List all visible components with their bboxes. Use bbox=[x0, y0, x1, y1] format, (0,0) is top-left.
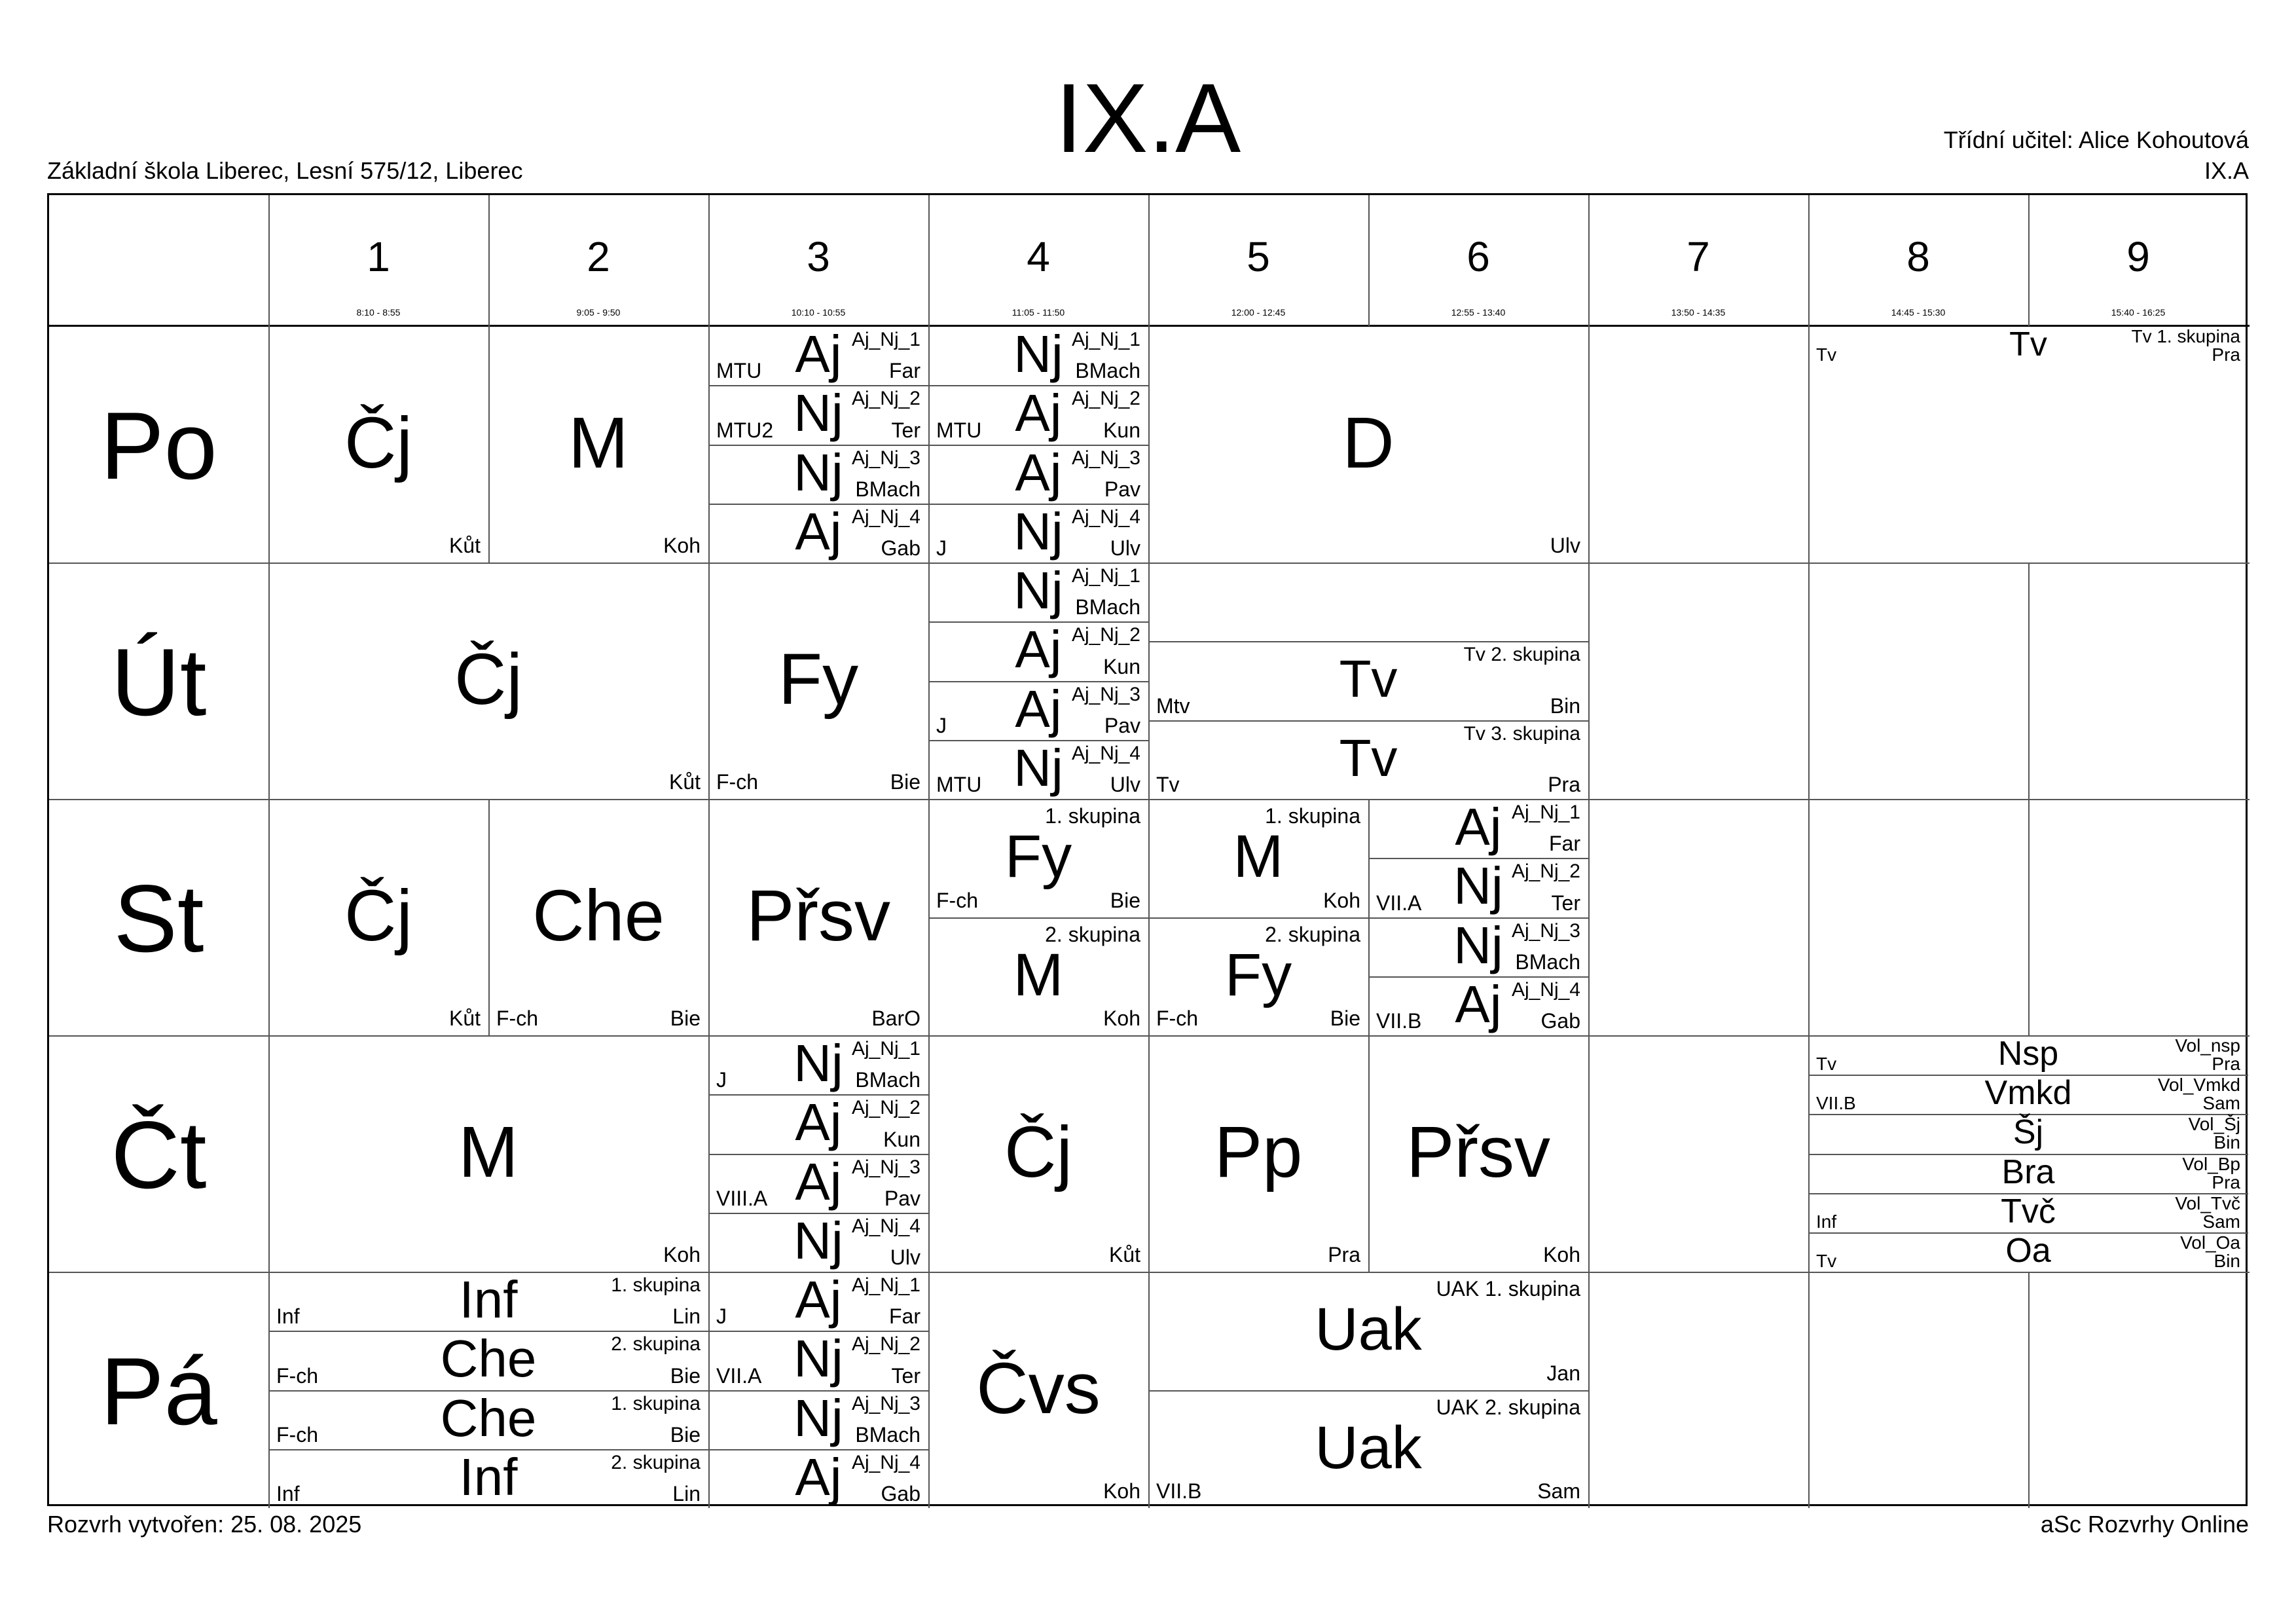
lesson-subject: Nj bbox=[1453, 915, 1503, 974]
lesson-card[interactable] bbox=[708, 1390, 928, 1449]
lesson-teacher: Ulv bbox=[1110, 536, 1140, 560]
lesson-teacher: Far bbox=[1549, 832, 1580, 856]
lesson-subject: Aj bbox=[795, 1270, 842, 1329]
period-number: 2 bbox=[587, 233, 610, 280]
lesson-subject: Uak bbox=[1315, 1414, 1422, 1481]
lesson-teacher: Bie bbox=[670, 1363, 701, 1388]
lesson-card[interactable] bbox=[928, 563, 1148, 621]
lesson-teacher: Ter bbox=[891, 1363, 920, 1388]
lesson-room: F-ch bbox=[936, 888, 978, 912]
lesson-teacher: Ulv bbox=[890, 1246, 920, 1269]
lesson-group: Aj_Nj_1 bbox=[851, 1274, 920, 1296]
lesson-subject: Čj bbox=[1004, 1111, 1072, 1192]
lesson-group: Aj_Nj_1 bbox=[1071, 329, 1140, 350]
lesson-card[interactable] bbox=[928, 504, 1148, 563]
column-divider bbox=[1588, 563, 1590, 799]
lesson-teacher: Pra bbox=[2212, 344, 2240, 365]
lesson-subject: Nj bbox=[793, 1388, 843, 1447]
lesson-teacher: Pra bbox=[1548, 772, 1580, 796]
lesson-card[interactable] bbox=[268, 1390, 708, 1449]
lesson-group: Vol_Oa bbox=[2180, 1232, 2240, 1253]
lesson-subject: Aj bbox=[1015, 443, 1062, 502]
lesson-subject: M bbox=[458, 1111, 519, 1192]
lesson-room: VII.A bbox=[1376, 891, 1422, 915]
lesson-teacher: Bie bbox=[890, 770, 920, 794]
lesson-subject: Aj bbox=[795, 1152, 842, 1211]
lesson-card[interactable] bbox=[1148, 1035, 1368, 1272]
timetable-grid bbox=[47, 193, 2248, 1506]
period-number: 7 bbox=[1686, 233, 1710, 280]
column-divider bbox=[1588, 1272, 1590, 1508]
period-time: 11:05 - 11:50 bbox=[1011, 307, 1065, 318]
lesson-teacher: Pav bbox=[1104, 477, 1140, 501]
lesson-subject: Nj bbox=[1013, 325, 1063, 384]
lesson-subject: Aj bbox=[795, 1093, 842, 1152]
period-time: 15:40 - 16:25 bbox=[2111, 307, 2166, 318]
lesson-teacher: BMach bbox=[855, 1422, 920, 1447]
lesson-group: Aj_Nj_4 bbox=[1071, 742, 1140, 764]
lesson-teacher: Lin bbox=[672, 1304, 701, 1329]
lesson-group: Aj_Nj_3 bbox=[1511, 919, 1580, 942]
period-number: 8 bbox=[1906, 233, 1930, 280]
lesson-teacher: Bie bbox=[670, 1422, 701, 1447]
lesson-group: Vol_Šj bbox=[2188, 1114, 2240, 1135]
class-title: IX.A bbox=[1055, 63, 1241, 173]
lesson-room: Tv bbox=[1816, 1054, 1837, 1075]
lesson-group: 1. skupina bbox=[1265, 804, 1360, 828]
lesson-card[interactable] bbox=[268, 1035, 708, 1272]
lesson-card[interactable] bbox=[928, 621, 1148, 680]
lesson-group: Aj_Nj_2 bbox=[851, 388, 920, 410]
day-label: Čt bbox=[111, 1101, 207, 1208]
lesson-card[interactable] bbox=[268, 799, 488, 1035]
lesson-group: Aj_Nj_4 bbox=[1511, 978, 1580, 1001]
lesson-subject: Uak bbox=[1315, 1296, 1422, 1363]
lesson-card[interactable] bbox=[708, 385, 928, 444]
lesson-teacher: BMach bbox=[1515, 950, 1580, 974]
lesson-teacher: BarO bbox=[871, 1006, 920, 1030]
class-name: IX.A bbox=[2204, 157, 2249, 184]
lesson-card[interactable] bbox=[1808, 1193, 2248, 1232]
lesson-teacher: BMach bbox=[1075, 595, 1140, 619]
lesson-group: Tv 1. skupina bbox=[2131, 326, 2240, 346]
lesson-teacher: Kun bbox=[1103, 654, 1140, 678]
lesson-group: Aj_Nj_2 bbox=[851, 1333, 920, 1356]
lesson-subject: Aj bbox=[795, 325, 842, 384]
column-divider bbox=[1148, 195, 1150, 326]
column-divider bbox=[1588, 799, 1590, 1035]
lesson-room: Inf bbox=[276, 1482, 300, 1505]
lesson-teacher: Ulv bbox=[1550, 534, 1580, 557]
lesson-teacher: Koh bbox=[1103, 1006, 1140, 1030]
period-time: 12:00 - 12:45 bbox=[1231, 307, 1286, 318]
lesson-subject: Nj bbox=[793, 1211, 843, 1270]
lesson-teacher: Bin bbox=[2214, 1250, 2240, 1271]
lesson-subject: Aj bbox=[1015, 679, 1062, 738]
lesson-subject: Vmkd bbox=[1984, 1074, 2072, 1113]
lesson-teacher: Gab bbox=[881, 1482, 920, 1505]
lesson-subject: Čj bbox=[344, 875, 412, 956]
lesson-group: Aj_Nj_2 bbox=[851, 1097, 920, 1119]
lesson-teacher: Bie bbox=[1110, 888, 1140, 912]
lesson-card[interactable] bbox=[708, 326, 928, 385]
lesson-subject: Tv bbox=[1339, 650, 1398, 709]
lesson-card[interactable] bbox=[268, 1272, 708, 1331]
lesson-room: Tv bbox=[1156, 772, 1180, 796]
lesson-subject: Oa bbox=[2005, 1231, 2051, 1270]
lesson-card[interactable] bbox=[708, 445, 928, 504]
lesson-subject: Fy bbox=[1224, 941, 1292, 1008]
lesson-room: F-ch bbox=[716, 770, 758, 794]
lesson-room: Tv bbox=[1816, 344, 1837, 365]
lesson-group: Aj_Nj_4 bbox=[851, 506, 920, 528]
period-number: 6 bbox=[1467, 233, 1490, 280]
lesson-subject: Nj bbox=[793, 1329, 843, 1388]
day-label: St bbox=[113, 865, 204, 972]
lesson-room: VII.B bbox=[1156, 1479, 1202, 1503]
column-divider bbox=[488, 195, 490, 326]
lesson-room: J bbox=[936, 536, 947, 560]
lesson-room: J bbox=[716, 1304, 727, 1329]
lesson-teacher: Kun bbox=[883, 1127, 920, 1151]
lesson-teacher: BMach bbox=[855, 1068, 920, 1092]
lesson-subject: Che bbox=[532, 875, 665, 956]
lesson-card[interactable] bbox=[928, 445, 1148, 504]
lesson-subject: M bbox=[568, 402, 629, 483]
lesson-card[interactable] bbox=[488, 799, 708, 1035]
lesson-group: Aj_Nj_2 bbox=[1511, 860, 1580, 883]
lesson-subject: Che bbox=[440, 1388, 537, 1447]
lesson-teacher: Ter bbox=[1551, 891, 1580, 915]
period-time: 12:55 - 13:40 bbox=[1451, 307, 1506, 318]
lesson-subject: Nj bbox=[1013, 502, 1063, 561]
lesson-card[interactable] bbox=[928, 326, 1148, 385]
lesson-room: MTU bbox=[716, 359, 762, 383]
lesson-teacher: BMach bbox=[855, 477, 920, 501]
lesson-card[interactable] bbox=[708, 563, 928, 799]
lesson-subject: Aj bbox=[1015, 384, 1062, 443]
lesson-card[interactable] bbox=[1808, 1232, 2248, 1272]
lesson-card[interactable] bbox=[708, 1449, 928, 1508]
lesson-teacher: Koh bbox=[663, 1243, 701, 1266]
lesson-subject: Tv bbox=[2009, 325, 2047, 364]
lesson-card[interactable] bbox=[1368, 1035, 1588, 1272]
lesson-teacher: Pra bbox=[2212, 1054, 2240, 1075]
lesson-card[interactable] bbox=[1808, 1075, 2248, 1114]
lesson-subject: Inf bbox=[459, 1447, 518, 1506]
period-number: 9 bbox=[2126, 233, 2150, 280]
lesson-group: Aj_Nj_4 bbox=[1071, 506, 1140, 528]
lesson-teacher: Sam bbox=[2202, 1093, 2240, 1114]
lesson-subject: Nj bbox=[793, 384, 843, 443]
lesson-room: MTU bbox=[936, 418, 982, 442]
lesson-card[interactable] bbox=[1808, 1114, 2248, 1153]
lesson-room: J bbox=[716, 1068, 727, 1092]
school-name: Základní škola Liberec, Lesní 575/12, Liberec bbox=[47, 157, 523, 184]
lesson-subject: Nj bbox=[1013, 738, 1063, 797]
lesson-group: 1. skupina bbox=[1045, 804, 1140, 828]
lesson-card[interactable] bbox=[928, 740, 1148, 799]
column-divider bbox=[1588, 1035, 1590, 1272]
column-divider bbox=[928, 195, 930, 326]
lesson-subject: D bbox=[1342, 402, 1394, 483]
lesson-subject: Přsv bbox=[746, 875, 890, 956]
lesson-card[interactable] bbox=[268, 1449, 708, 1508]
lesson-room: Inf bbox=[276, 1304, 300, 1329]
lesson-subject: Čvs bbox=[976, 1348, 1101, 1429]
column-divider bbox=[2028, 799, 2030, 1035]
lesson-teacher: Kůt bbox=[668, 770, 701, 794]
lesson-card[interactable] bbox=[708, 1213, 928, 1272]
period-time: 13:50 - 14:35 bbox=[1671, 307, 1726, 318]
lesson-card[interactable] bbox=[1148, 326, 1588, 563]
column-divider bbox=[1588, 326, 1590, 563]
lesson-teacher: Kůt bbox=[448, 534, 481, 557]
lesson-teacher: Koh bbox=[1103, 1479, 1140, 1503]
lesson-subject: Čj bbox=[454, 638, 522, 720]
period-number: 4 bbox=[1027, 233, 1050, 280]
lesson-subject: Fy bbox=[1004, 823, 1072, 891]
lesson-subject: M bbox=[1233, 823, 1284, 891]
lesson-room: Inf bbox=[1816, 1211, 1837, 1232]
lesson-subject: Nsp bbox=[1997, 1035, 2059, 1073]
period-number: 5 bbox=[1247, 233, 1270, 280]
lesson-teacher: Jan bbox=[1546, 1361, 1580, 1385]
lesson-subject: Pp bbox=[1214, 1111, 1303, 1192]
lesson-card[interactable] bbox=[268, 326, 488, 563]
lesson-subject: Aj bbox=[1015, 620, 1062, 679]
lesson-group: Aj_Nj_1 bbox=[1071, 565, 1140, 587]
lesson-subject: Aj bbox=[795, 502, 842, 561]
lesson-card[interactable] bbox=[928, 385, 1148, 444]
lesson-group: Aj_Nj_1 bbox=[851, 1038, 920, 1060]
lesson-teacher: Bie bbox=[670, 1006, 701, 1030]
lesson-subject: Nj bbox=[1453, 857, 1503, 915]
brand-label: aSc Rozvrhy Online bbox=[2040, 1511, 2249, 1538]
period-time: 9:05 - 9:50 bbox=[576, 307, 621, 318]
lesson-teacher: Koh bbox=[1323, 888, 1360, 912]
lesson-subject: M bbox=[1013, 941, 1064, 1008]
lesson-card[interactable] bbox=[928, 1035, 1148, 1272]
lesson-subject: Che bbox=[440, 1329, 537, 1388]
lesson-group: Tv 2. skupina bbox=[1463, 644, 1580, 666]
lesson-teacher: Sam bbox=[1537, 1479, 1580, 1503]
lesson-card[interactable] bbox=[268, 1331, 708, 1390]
lesson-teacher: Gab bbox=[1540, 1009, 1580, 1033]
day-label: Pá bbox=[100, 1338, 217, 1445]
lesson-teacher: Lin bbox=[672, 1482, 701, 1505]
lesson-teacher: Bie bbox=[1330, 1006, 1360, 1030]
lesson-teacher: BMach bbox=[1075, 359, 1140, 383]
lesson-group: 1. skupina bbox=[611, 1392, 701, 1414]
lesson-subject: Fy bbox=[778, 638, 859, 720]
lesson-subject: Tv bbox=[1339, 728, 1398, 787]
lesson-teacher: Ter bbox=[891, 418, 920, 442]
lesson-group: 2. skupina bbox=[1045, 922, 1140, 946]
lesson-group: Aj_Nj_3 bbox=[1071, 447, 1140, 469]
lesson-group: UAK 2. skupina bbox=[1436, 1395, 1580, 1419]
lesson-card[interactable] bbox=[708, 1035, 928, 1094]
lesson-subject: Tvč bbox=[2001, 1192, 2056, 1230]
lesson-group: Aj_Nj_3 bbox=[851, 1392, 920, 1414]
lesson-teacher: Bin bbox=[2214, 1132, 2240, 1153]
lesson-teacher: Far bbox=[889, 359, 920, 383]
lesson-group: Aj_Nj_3 bbox=[851, 447, 920, 469]
period-number: 3 bbox=[807, 233, 830, 280]
lesson-group: Aj_Nj_4 bbox=[851, 1215, 920, 1237]
lesson-subject: Inf bbox=[459, 1270, 518, 1329]
lesson-subject: Aj bbox=[1455, 974, 1502, 1033]
column-divider bbox=[1368, 195, 1370, 326]
lesson-group: Aj_Nj_1 bbox=[851, 329, 920, 350]
lesson-subject: Šj bbox=[2013, 1113, 2044, 1152]
column-divider bbox=[1808, 799, 1810, 1035]
lesson-room: VII.B bbox=[1816, 1093, 1856, 1114]
lesson-card[interactable] bbox=[708, 1154, 928, 1213]
lesson-room: VII.A bbox=[716, 1363, 762, 1388]
lesson-card[interactable] bbox=[1148, 641, 1588, 720]
lesson-room: F-ch bbox=[1156, 1006, 1198, 1030]
lesson-teacher: Pav bbox=[884, 1186, 920, 1210]
lesson-subject: Aj bbox=[1455, 798, 1502, 857]
lesson-teacher: Koh bbox=[663, 534, 701, 557]
lesson-subject: Bra bbox=[2001, 1153, 2055, 1191]
lesson-room: F-ch bbox=[276, 1363, 318, 1388]
lesson-card[interactable] bbox=[928, 799, 1148, 917]
column-divider bbox=[2028, 1272, 2030, 1508]
lesson-card[interactable] bbox=[1808, 326, 2248, 365]
lesson-teacher: Koh bbox=[1543, 1243, 1580, 1266]
lesson-group: Vol_Bp bbox=[2182, 1153, 2240, 1174]
class-teacher: Třídní učitel: Alice Kohoutová bbox=[1943, 126, 2249, 153]
lesson-room: VIII.A bbox=[716, 1186, 768, 1210]
day-label: Po bbox=[100, 392, 217, 499]
lesson-card[interactable] bbox=[1148, 917, 1368, 1036]
lesson-room: J bbox=[936, 713, 947, 737]
column-divider bbox=[2028, 195, 2030, 326]
lesson-room: MTU bbox=[936, 773, 982, 796]
lesson-group: Aj_Nj_4 bbox=[851, 1451, 920, 1473]
lesson-card[interactable] bbox=[1148, 1390, 1588, 1509]
lesson-group: Tv 3. skupina bbox=[1463, 722, 1580, 745]
lesson-subject: Nj bbox=[1013, 561, 1063, 620]
lesson-room: F-ch bbox=[496, 1006, 538, 1030]
lesson-room: F-ch bbox=[276, 1422, 318, 1447]
lesson-group: Aj_Nj_1 bbox=[1511, 802, 1580, 823]
lesson-teacher: Far bbox=[889, 1304, 920, 1329]
lesson-teacher: Bin bbox=[1550, 693, 1580, 718]
period-number: 1 bbox=[367, 233, 390, 280]
lesson-room: Tv bbox=[1816, 1250, 1837, 1271]
lesson-teacher: Kun bbox=[1103, 418, 1140, 442]
lesson-card[interactable] bbox=[928, 917, 1148, 1036]
period-time: 10:10 - 10:55 bbox=[791, 307, 846, 318]
column-divider bbox=[708, 195, 710, 326]
lesson-card[interactable] bbox=[268, 563, 708, 799]
column-divider bbox=[1588, 195, 1590, 326]
lesson-room: MTU2 bbox=[716, 418, 774, 442]
lesson-teacher: Gab bbox=[881, 536, 920, 560]
lesson-group: 1. skupina bbox=[611, 1274, 701, 1296]
column-divider bbox=[268, 195, 270, 326]
lesson-card[interactable] bbox=[708, 1331, 928, 1390]
lesson-group: 2. skupina bbox=[1265, 922, 1360, 946]
lesson-card[interactable] bbox=[1368, 799, 1588, 858]
created-date: Rozvrh vytvořen: 25. 08. 2025 bbox=[47, 1511, 362, 1538]
lesson-card[interactable] bbox=[488, 326, 708, 563]
lesson-group: Aj_Nj_3 bbox=[851, 1156, 920, 1178]
lesson-teacher: Ulv bbox=[1110, 773, 1140, 796]
lesson-group: Aj_Nj_2 bbox=[1071, 388, 1140, 410]
lesson-group: UAK 1. skupina bbox=[1436, 1277, 1580, 1301]
column-divider bbox=[1808, 195, 1810, 326]
lesson-card[interactable] bbox=[1808, 1035, 2248, 1075]
lesson-group: Aj_Nj_2 bbox=[1071, 624, 1140, 646]
lesson-card[interactable] bbox=[1368, 858, 1588, 917]
lesson-teacher: Kůt bbox=[448, 1006, 481, 1030]
lesson-teacher: Pra bbox=[2212, 1172, 2240, 1192]
lesson-card[interactable] bbox=[708, 504, 928, 563]
column-divider bbox=[1808, 563, 1810, 799]
lesson-subject: Přsv bbox=[1406, 1111, 1550, 1192]
lesson-teacher: Kůt bbox=[1108, 1243, 1140, 1266]
lesson-room: VII.B bbox=[1376, 1009, 1422, 1033]
period-time: 14:45 - 15:30 bbox=[1891, 307, 1946, 318]
day-label: Út bbox=[111, 629, 207, 735]
lesson-group: Vol_Tvč bbox=[2175, 1192, 2240, 1213]
lesson-card[interactable] bbox=[1148, 1272, 1588, 1390]
period-time: 8:10 - 8:55 bbox=[356, 307, 401, 318]
lesson-group: Aj_Nj_3 bbox=[1071, 683, 1140, 705]
lesson-card[interactable] bbox=[928, 1272, 1148, 1508]
lesson-subject: Čj bbox=[344, 402, 412, 483]
lesson-group: 2. skupina bbox=[611, 1333, 701, 1356]
lesson-card[interactable] bbox=[928, 681, 1148, 740]
lesson-teacher: Sam bbox=[2202, 1211, 2240, 1232]
column-divider bbox=[2028, 563, 2030, 799]
lesson-group: Vol_Vmkd bbox=[2157, 1075, 2240, 1096]
lesson-group: Vol_nsp bbox=[2175, 1035, 2240, 1056]
lesson-card[interactable] bbox=[1368, 976, 1588, 1035]
lesson-teacher: Pav bbox=[1104, 713, 1140, 737]
lesson-subject: Nj bbox=[793, 443, 843, 502]
lesson-card[interactable] bbox=[708, 1272, 928, 1331]
lesson-card[interactable] bbox=[708, 1094, 928, 1153]
lesson-group: 2. skupina bbox=[611, 1451, 701, 1473]
lesson-teacher: Pra bbox=[1328, 1243, 1360, 1266]
lesson-subject: Nj bbox=[793, 1034, 843, 1093]
lesson-card[interactable] bbox=[1148, 799, 1368, 917]
lesson-card[interactable] bbox=[1148, 720, 1588, 799]
lesson-card[interactable] bbox=[1808, 1154, 2248, 1193]
lesson-room: Mtv bbox=[1156, 693, 1190, 718]
lesson-card[interactable] bbox=[708, 799, 928, 1035]
lesson-card[interactable] bbox=[1368, 917, 1588, 976]
column-divider bbox=[1808, 1272, 1810, 1508]
lesson-subject: Aj bbox=[795, 1447, 842, 1506]
